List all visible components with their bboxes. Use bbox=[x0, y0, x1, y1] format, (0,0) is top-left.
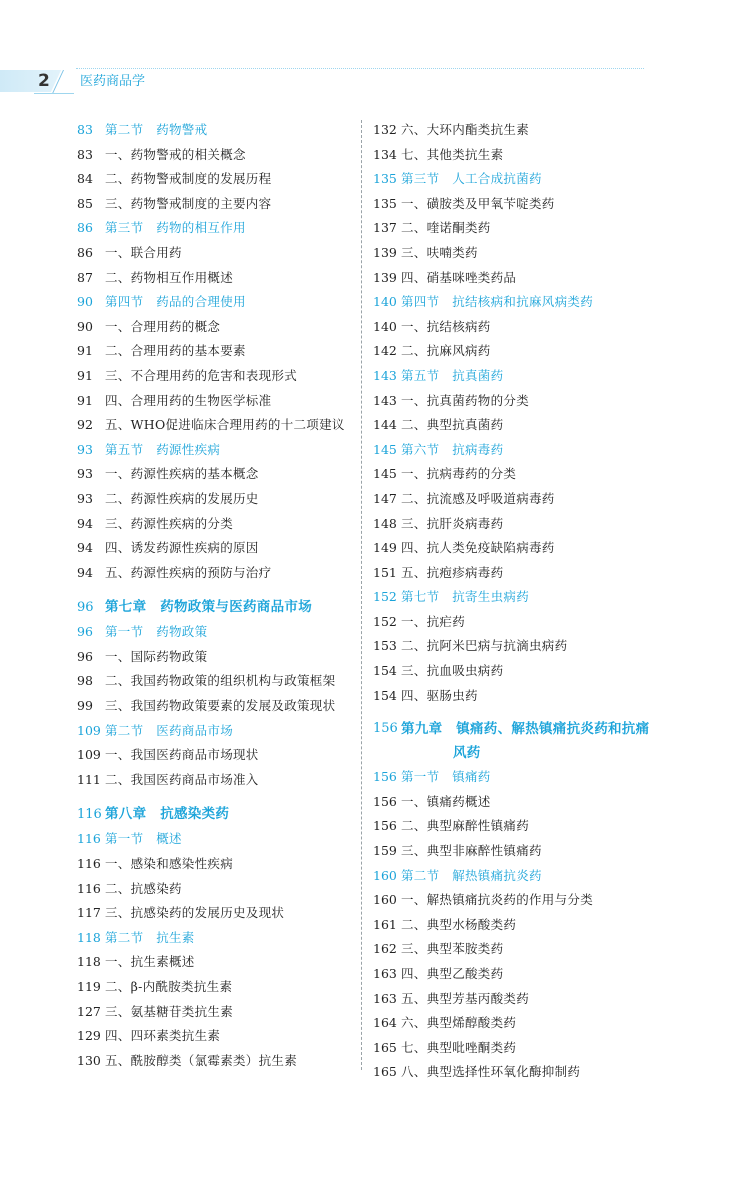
toc-entry-title: 一、抗疟药 bbox=[401, 613, 466, 629]
toc-item-entry[interactable] bbox=[373, 266, 663, 291]
toc-section-entry[interactable] bbox=[77, 926, 367, 951]
toc-page-number: 156 bbox=[373, 793, 397, 809]
toc-section-entry[interactable] bbox=[77, 719, 367, 744]
toc-entry-title: 三、呋喃类药 bbox=[401, 244, 478, 260]
toc-entry-title: 三、抗肝炎病毒药 bbox=[401, 515, 504, 531]
toc-page-number: 154 bbox=[373, 663, 397, 679]
toc-entry-title: 二、合理用药的基本要素 bbox=[105, 343, 246, 359]
toc-page-number: 96 bbox=[77, 600, 94, 616]
toc-entry-title: 三、典型非麻醉性镇痛药 bbox=[401, 843, 542, 859]
toc-item-entry[interactable] bbox=[77, 975, 367, 1000]
toc-right-column bbox=[373, 118, 663, 1085]
toc-page-number: 143 bbox=[373, 392, 397, 408]
toc-item-entry[interactable] bbox=[77, 669, 367, 694]
toc-item-entry[interactable] bbox=[77, 315, 367, 340]
toc-page-number: 96 bbox=[77, 624, 93, 640]
toc-item-entry[interactable] bbox=[77, 901, 367, 926]
toc-page-number: 129 bbox=[77, 1028, 101, 1044]
toc-page-number: 119 bbox=[77, 979, 101, 994]
toc-page-number: 96 bbox=[77, 648, 93, 664]
toc-page-number: 142 bbox=[373, 343, 397, 359]
toc-page-number: 132 bbox=[373, 122, 397, 137]
toc-item-entry[interactable] bbox=[373, 1060, 663, 1085]
toc-page-number: 152 bbox=[373, 613, 397, 629]
toc-item-entry[interactable] bbox=[373, 192, 663, 217]
toc-section-entry[interactable] bbox=[77, 290, 367, 315]
toc-page-number: 140 bbox=[373, 294, 397, 310]
toc-page-number: 160 bbox=[373, 892, 397, 908]
toc-page-number: 160 bbox=[373, 867, 397, 883]
toc-entry-title: 第六节 抗病毒药 bbox=[401, 441, 504, 457]
toc-entry-title: 三、典型苯胺类药 bbox=[401, 941, 504, 957]
toc-entry-title: 六、典型烯醇酸类药 bbox=[401, 1015, 517, 1031]
toc-entry-title: 三、药物警戒制度的主要内容 bbox=[105, 195, 272, 211]
toc-page-number: 139 bbox=[373, 244, 397, 260]
toc-page-number: 85 bbox=[77, 195, 93, 211]
toc-item-entry[interactable] bbox=[373, 913, 663, 938]
toc-entry-title: 一、抗真菌药物的分类 bbox=[401, 392, 530, 408]
toc-item-entry[interactable] bbox=[77, 192, 367, 217]
toc-entry-title: 三、氨基糖苷类抗生素 bbox=[105, 1003, 234, 1019]
toc-entry-title: 二、典型麻醉性镇痛药 bbox=[401, 818, 530, 834]
toc-item-entry[interactable] bbox=[373, 487, 663, 512]
toc-page-number: 144 bbox=[373, 417, 397, 433]
toc-entry-title: 二、β-内酰胺类抗生素 bbox=[105, 979, 233, 994]
toc-item-entry[interactable] bbox=[77, 364, 367, 389]
toc-page-number: 109 bbox=[77, 722, 101, 738]
toc-item-entry[interactable] bbox=[77, 389, 367, 414]
toc-entry-title: 五、酰胺醇类（氯霉素类）抗生素 bbox=[105, 1052, 298, 1068]
toc-entry-title: 四、硝基咪唑类药品 bbox=[401, 269, 517, 285]
toc-item-entry[interactable] bbox=[373, 143, 663, 168]
toc-section-entry[interactable] bbox=[373, 364, 663, 389]
toc-section-entry[interactable] bbox=[373, 864, 663, 889]
toc-page-number: 156 bbox=[373, 818, 397, 834]
toc-entry-title: 三、抗感染药的发展历史及现状 bbox=[105, 905, 285, 921]
toc-page-number: 116 bbox=[77, 880, 101, 896]
toc-item-entry[interactable] bbox=[77, 694, 367, 719]
toc-entry-title-line2: 风药 bbox=[453, 745, 481, 762]
toc-entry-title: 六、大环内酯类抗生素 bbox=[401, 122, 530, 137]
toc-item-entry[interactable] bbox=[373, 536, 663, 561]
toc-item-entry[interactable] bbox=[373, 610, 663, 635]
toc-page-number: 86 bbox=[77, 220, 93, 236]
toc-section-entry[interactable] bbox=[373, 438, 663, 463]
book-title: 医药商品学 bbox=[80, 74, 146, 89]
toc-entry-title: 第七章 药物政策与医药商品市场 bbox=[105, 599, 312, 616]
toc-item-entry[interactable] bbox=[373, 888, 663, 913]
toc-entry-title: 第一节 药物政策 bbox=[105, 624, 208, 640]
toc-item-entry[interactable] bbox=[77, 413, 367, 438]
toc-item-entry[interactable] bbox=[77, 877, 367, 902]
toc-page-number: 149 bbox=[373, 540, 397, 556]
toc-entry-title: 第一节 概述 bbox=[105, 831, 182, 847]
toc-entry-title: 二、典型抗真菌药 bbox=[401, 417, 504, 433]
toc-item-entry[interactable] bbox=[373, 987, 663, 1012]
toc-item-entry[interactable] bbox=[77, 561, 367, 586]
toc-section-entry[interactable] bbox=[373, 765, 663, 790]
toc-page-number: 134 bbox=[373, 146, 397, 162]
toc-entry-title: 第二节 抗生素 bbox=[105, 929, 195, 945]
toc-page-number: 162 bbox=[373, 941, 397, 957]
toc-entry-title: 三、药源性疾病的分类 bbox=[105, 515, 234, 531]
toc-item-entry[interactable] bbox=[373, 389, 663, 414]
toc-page-number: 165 bbox=[373, 1064, 397, 1080]
toc-entry-title: 四、驱肠虫药 bbox=[401, 687, 478, 703]
header-rule-bottom bbox=[34, 93, 74, 94]
toc-entry-title: 二、喹诺酮类药 bbox=[401, 220, 491, 236]
toc-page-number: 140 bbox=[373, 318, 397, 334]
toc-entry-title: 一、镇痛药概述 bbox=[401, 793, 491, 809]
toc-page-number: 137 bbox=[373, 220, 397, 236]
toc-entry-title: 四、诱发药源性疾病的原因 bbox=[105, 540, 259, 556]
toc-item-entry[interactable] bbox=[77, 512, 367, 537]
toc-page-number: 152 bbox=[373, 589, 397, 605]
toc-item-entry[interactable] bbox=[373, 241, 663, 266]
toc-page-number: 118 bbox=[77, 929, 101, 945]
toc-page-number: 127 bbox=[77, 1003, 101, 1019]
toc-entry-title: 一、抗结核病药 bbox=[401, 318, 491, 334]
toc-entry-title: 第二节 药物警戒 bbox=[105, 122, 208, 137]
toc-entry-title: 二、药物相互作用概述 bbox=[105, 269, 234, 285]
toc-page-number: 91 bbox=[77, 392, 93, 408]
toc-page-number: 135 bbox=[373, 171, 397, 187]
toc-item-entry[interactable] bbox=[77, 1049, 367, 1074]
toc-page-number: 161 bbox=[373, 916, 397, 932]
toc-entry-title: 七、其他类抗生素 bbox=[401, 146, 504, 162]
toc-item-entry[interactable] bbox=[77, 1000, 367, 1025]
toc-section-entry[interactable] bbox=[373, 585, 663, 610]
toc-item-entry[interactable] bbox=[373, 814, 663, 839]
toc-page-number: 154 bbox=[373, 687, 397, 703]
toc-item-entry[interactable] bbox=[373, 413, 663, 438]
toc-page-number: 111 bbox=[77, 771, 101, 787]
toc-item-entry[interactable] bbox=[77, 645, 367, 670]
toc-entry-title: 第二节 医药商品市场 bbox=[105, 722, 234, 738]
toc-entry-title: 二、典型水杨酸类药 bbox=[401, 916, 517, 932]
toc-item-entry[interactable] bbox=[373, 1036, 663, 1061]
toc-entry-title: 二、我国药物政策的组织机构与政策框架 bbox=[105, 673, 336, 689]
toc-page-number: 163 bbox=[373, 990, 397, 1006]
toc-section-entry[interactable] bbox=[373, 290, 663, 315]
toc-page-number: 145 bbox=[373, 466, 397, 482]
toc-entry-title: 二、抗麻风病药 bbox=[401, 343, 491, 359]
toc-item-entry[interactable] bbox=[373, 937, 663, 962]
toc-entry-title: 第一节 镇痛药 bbox=[401, 769, 491, 785]
toc-item-entry[interactable] bbox=[373, 659, 663, 684]
toc-page-number: 94 bbox=[77, 564, 93, 580]
toc-page-number: 143 bbox=[373, 367, 397, 383]
toc-page-number: 83 bbox=[77, 122, 93, 137]
toc-section-entry[interactable] bbox=[77, 216, 367, 241]
toc-entry-title: 四、四环素类抗生素 bbox=[105, 1028, 221, 1044]
toc-entry-title: 四、抗人类免疫缺陷病毒药 bbox=[401, 540, 555, 556]
toc-item-entry[interactable] bbox=[373, 839, 663, 864]
toc-entry-title: 五、抗疱疹病毒药 bbox=[401, 564, 504, 580]
toc-entry-title: 一、感染和感染性疾病 bbox=[105, 856, 234, 872]
toc-item-entry[interactable] bbox=[77, 167, 367, 192]
toc-page-number: 116 bbox=[77, 856, 101, 872]
toc-section-entry[interactable] bbox=[77, 438, 367, 463]
toc-item-entry[interactable] bbox=[77, 462, 367, 487]
toc-entry-title: 五、WHO促进临床合理用药的十二项建议 bbox=[105, 417, 345, 433]
toc-entry-title: 二、抗感染药 bbox=[105, 880, 182, 896]
toc-item-entry[interactable] bbox=[373, 512, 663, 537]
toc-page-number: 91 bbox=[77, 367, 93, 383]
toc-entry-title: 第四节 抗结核病和抗麻风病类药 bbox=[401, 294, 594, 310]
toc-page-number: 156 bbox=[373, 721, 398, 737]
toc-item-entry[interactable] bbox=[77, 241, 367, 266]
toc-section-entry[interactable] bbox=[77, 620, 367, 645]
toc-item-entry[interactable] bbox=[77, 743, 367, 768]
toc-item-entry[interactable] bbox=[77, 950, 367, 975]
toc-entry-title: 第五节 抗真菌药 bbox=[401, 367, 504, 383]
toc-item-entry[interactable] bbox=[373, 462, 663, 487]
toc-entry-title bbox=[401, 717, 663, 765]
toc-page-number: 86 bbox=[77, 244, 93, 260]
toc-page-number: 148 bbox=[373, 515, 397, 531]
toc-entry-title: 八、典型选择性环氧化酶抑制药 bbox=[401, 1064, 581, 1080]
toc-item-entry[interactable] bbox=[373, 684, 663, 709]
toc-page-number: 93 bbox=[77, 490, 93, 506]
toc-entry-title: 二、药物警戒制度的发展历程 bbox=[105, 171, 272, 187]
toc-entry-title-line1: 第九章 镇痛药、解热镇痛抗炎药和抗痛 bbox=[401, 721, 650, 738]
toc-item-entry[interactable] bbox=[77, 536, 367, 561]
toc-item-entry[interactable] bbox=[373, 1011, 663, 1036]
toc-item-entry[interactable] bbox=[77, 768, 367, 793]
toc-page-number: 135 bbox=[373, 195, 397, 211]
toc-item-entry[interactable] bbox=[77, 487, 367, 512]
toc-entry-title: 三、不合理用药的危害和表现形式 bbox=[105, 367, 298, 383]
toc-entry-title: 第三节 药物的相互作用 bbox=[105, 220, 246, 236]
toc-item-entry[interactable] bbox=[77, 339, 367, 364]
toc-item-entry[interactable] bbox=[77, 266, 367, 291]
toc-page-number: 147 bbox=[373, 490, 397, 506]
toc-item-entry[interactable] bbox=[373, 634, 663, 659]
toc-item-entry[interactable] bbox=[373, 790, 663, 815]
toc-entry-title: 一、抗病毒药的分类 bbox=[401, 466, 517, 482]
toc-entry-title: 五、药源性疾病的预防与治疗 bbox=[105, 564, 272, 580]
toc-entry-title: 一、解热镇痛抗炎药的作用与分类 bbox=[401, 892, 594, 908]
toc-page-number: 109 bbox=[77, 747, 101, 763]
toc-page-number: 164 bbox=[373, 1015, 397, 1031]
toc-page-number: 117 bbox=[77, 905, 101, 921]
toc-page-number: 116 bbox=[77, 831, 101, 847]
column-divider bbox=[361, 120, 362, 1070]
toc-entry-title: 第二节 解热镇痛抗炎药 bbox=[401, 867, 542, 883]
toc-page-number: 87 bbox=[77, 269, 93, 285]
toc-entry-title: 一、国际药物政策 bbox=[105, 648, 208, 664]
toc-page-number: 145 bbox=[373, 441, 397, 457]
toc-entry-title: 第四节 药品的合理使用 bbox=[105, 294, 246, 310]
toc-entry-title: 四、典型乙酸类药 bbox=[401, 966, 504, 981]
header-rule bbox=[76, 68, 644, 69]
toc-page-number: 163 bbox=[373, 966, 397, 981]
toc-page-number: 139 bbox=[373, 269, 397, 285]
toc-item-entry[interactable] bbox=[373, 962, 663, 987]
toc-item-entry[interactable] bbox=[373, 118, 663, 143]
toc-entry-title: 七、典型吡唑酮类药 bbox=[401, 1039, 517, 1055]
toc-page-number: 93 bbox=[77, 466, 93, 482]
toc-page-number: 90 bbox=[77, 318, 93, 334]
toc-page-number: 153 bbox=[373, 638, 397, 654]
toc-chapter-entry[interactable] bbox=[77, 594, 367, 620]
toc-entry-title: 四、合理用药的生物医学标准 bbox=[105, 392, 272, 408]
toc-page-number: 92 bbox=[77, 417, 93, 433]
toc-entry-title: 一、药源性疾病的基本概念 bbox=[105, 466, 259, 482]
toc-entry-title: 一、抗生素概述 bbox=[105, 954, 195, 970]
toc-page-number: 116 bbox=[77, 807, 102, 823]
toc-entry-title: 一、药物警戒的相关概念 bbox=[105, 146, 246, 162]
toc-chapter-entry[interactable] bbox=[373, 717, 663, 765]
toc-page-number: 118 bbox=[77, 954, 101, 970]
toc-section-entry[interactable] bbox=[77, 827, 367, 852]
toc-page-number: 94 bbox=[77, 515, 93, 531]
toc-page-number: 93 bbox=[77, 441, 93, 457]
toc-page-number: 99 bbox=[77, 698, 93, 714]
toc-page-number: 94 bbox=[77, 540, 93, 556]
toc-entry-title: 一、我国医药商品市场现状 bbox=[105, 747, 259, 763]
page-number: 2 bbox=[38, 71, 50, 91]
toc-page-number: 130 bbox=[77, 1052, 101, 1068]
toc-page-number: 156 bbox=[373, 769, 397, 785]
toc-page-number: 165 bbox=[373, 1039, 397, 1055]
toc-chapter-entry[interactable] bbox=[77, 801, 367, 827]
toc-section-entry[interactable] bbox=[77, 118, 367, 143]
toc-item-entry[interactable] bbox=[373, 216, 663, 241]
toc-entry-title: 二、药源性疾病的发展历史 bbox=[105, 490, 259, 506]
toc-entry-title: 三、我国药物政策要素的发展及政策现状 bbox=[105, 698, 336, 714]
toc-page-number: 83 bbox=[77, 146, 93, 162]
toc-entry-title: 一、联合用药 bbox=[105, 244, 182, 260]
toc-item-entry[interactable] bbox=[77, 852, 367, 877]
toc-entry-title: 二、抗流感及呼吸道病毒药 bbox=[401, 490, 555, 506]
toc-section-entry[interactable] bbox=[373, 167, 663, 192]
toc-item-entry[interactable] bbox=[373, 315, 663, 340]
toc-entry-title: 一、磺胺类及甲氧苄啶类药 bbox=[401, 195, 555, 211]
toc-page-number: 90 bbox=[77, 294, 93, 310]
toc-entry-title: 第五节 药源性疾病 bbox=[105, 441, 221, 457]
toc-entry-title: 二、抗阿米巴病与抗滴虫病药 bbox=[401, 638, 568, 654]
toc-item-entry[interactable] bbox=[77, 143, 367, 168]
toc-entry-title: 二、我国医药商品市场准入 bbox=[105, 771, 259, 787]
toc-item-entry[interactable] bbox=[373, 561, 663, 586]
toc-item-entry[interactable] bbox=[373, 339, 663, 364]
toc-page-number: 159 bbox=[373, 843, 397, 859]
toc-page-number: 98 bbox=[77, 673, 93, 689]
toc-entry-title: 五、典型芳基丙酸类药 bbox=[401, 990, 530, 1006]
toc-entry-title: 一、合理用药的概念 bbox=[105, 318, 221, 334]
toc-left-column bbox=[77, 118, 367, 1073]
toc-item-entry[interactable] bbox=[77, 1024, 367, 1049]
toc-entry-title: 第三节 人工合成抗菌药 bbox=[401, 171, 542, 187]
toc-entry-title: 三、抗血吸虫病药 bbox=[401, 663, 504, 679]
toc-entry-title: 第七节 抗寄生虫病药 bbox=[401, 589, 530, 605]
toc-page-number: 84 bbox=[77, 171, 93, 187]
toc-page-number: 151 bbox=[373, 564, 397, 580]
toc-page-number: 91 bbox=[77, 343, 93, 359]
toc-entry-title: 第八章 抗感染类药 bbox=[105, 806, 230, 823]
